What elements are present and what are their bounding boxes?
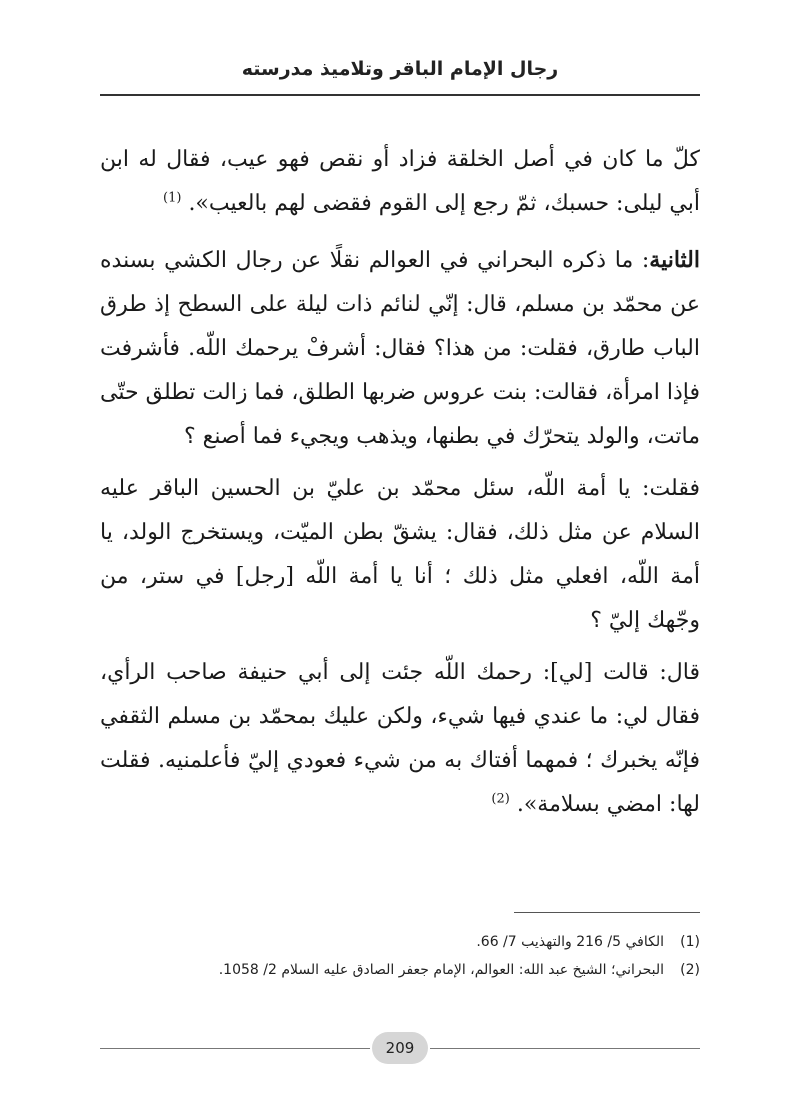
footnote-item xyxy=(100,956,700,984)
page-number: 209 xyxy=(372,1032,428,1064)
paragraph-3-text: فقلت: يا أمة اللّه، سئل محمّد بن عليّ بن الحسين الباقر عليه السلام عن مثل ذلك، فقال: يشقّ بطن الميّت، ويستخرج الولد، يا أمة اللّه، افعلي مثل ذلك ؛ أنا يا أمة اللّه [رجل] في ستر، من وجّهك إليّ ؟ xyxy=(100,476,700,633)
footnote-ref-2: (2) xyxy=(491,791,510,807)
paragraph-4 xyxy=(100,651,700,827)
footnotes xyxy=(100,928,700,984)
footnote-number: (1) xyxy=(680,934,700,950)
footnote-text: البحراني؛ الشيخ عبد الله: العوالم، الإمام جعفر الصادق عليه السلام 2/ 1058. xyxy=(218,962,664,978)
footnote-divider xyxy=(514,912,700,913)
main-text xyxy=(100,138,700,835)
footnote-text: الكافي 5/ 216 والتهذيب 7/ 66. xyxy=(476,934,664,950)
paragraph-1 xyxy=(100,138,700,226)
paragraph-2-label: الثانية xyxy=(649,247,700,273)
footer-rule-right xyxy=(430,1048,700,1049)
footnote-ref-1: (1) xyxy=(163,190,182,206)
paragraph-1-text: كلّ ما كان في أصل الخلقة فزاد أو نقص فهو عيب، فقال له ابن أبي ليلى: حسبك، ثمّ رجع إلى القوم فقضى لهم بالعيب». xyxy=(100,147,700,216)
paragraph-2-text: : ما ذكره البحراني في العوالم نقلًا عن رجال الكشي بسنده عن محمّد بن مسلم، قال: إنّي لنائم ذات ليلة على السطح إذ طرق الباب طارق، فقلت: من هذا؟ فقال: أشرفْ يرحمك اللّه. فأشرفت فإذا امرأة، فقالت: بنت عروس ضربها الطلق، فما زالت تطلق حتّى ماتت، والولد يتحرّك في بطنها، ويذهب ويجيء فما أصنع ؟ xyxy=(100,248,700,449)
footer-rule-left xyxy=(100,1048,370,1049)
paragraph-3 xyxy=(100,467,700,643)
running-header: رجال الإمام الباقر وتلاميذ مدرسته xyxy=(241,58,559,80)
paragraph-4-text: قال: قالت [لي]: رحمك اللّه جئت إلى أبي حنيفة صاحب الرأي، فقال لي: ما عندي فيها شيء، ولكن عليك بمحمّد بن مسلم الثقفي فإنّه يخبرك ؛ فمهما أفتاك به من شيء فعودي إليّ فأعلمنيه. فقلت لها: امضي بسلامة». xyxy=(100,660,700,817)
header-divider xyxy=(100,94,700,96)
footnote-number: (2) xyxy=(680,962,700,978)
paragraph-2 xyxy=(100,238,700,459)
footnote-item xyxy=(100,928,700,956)
